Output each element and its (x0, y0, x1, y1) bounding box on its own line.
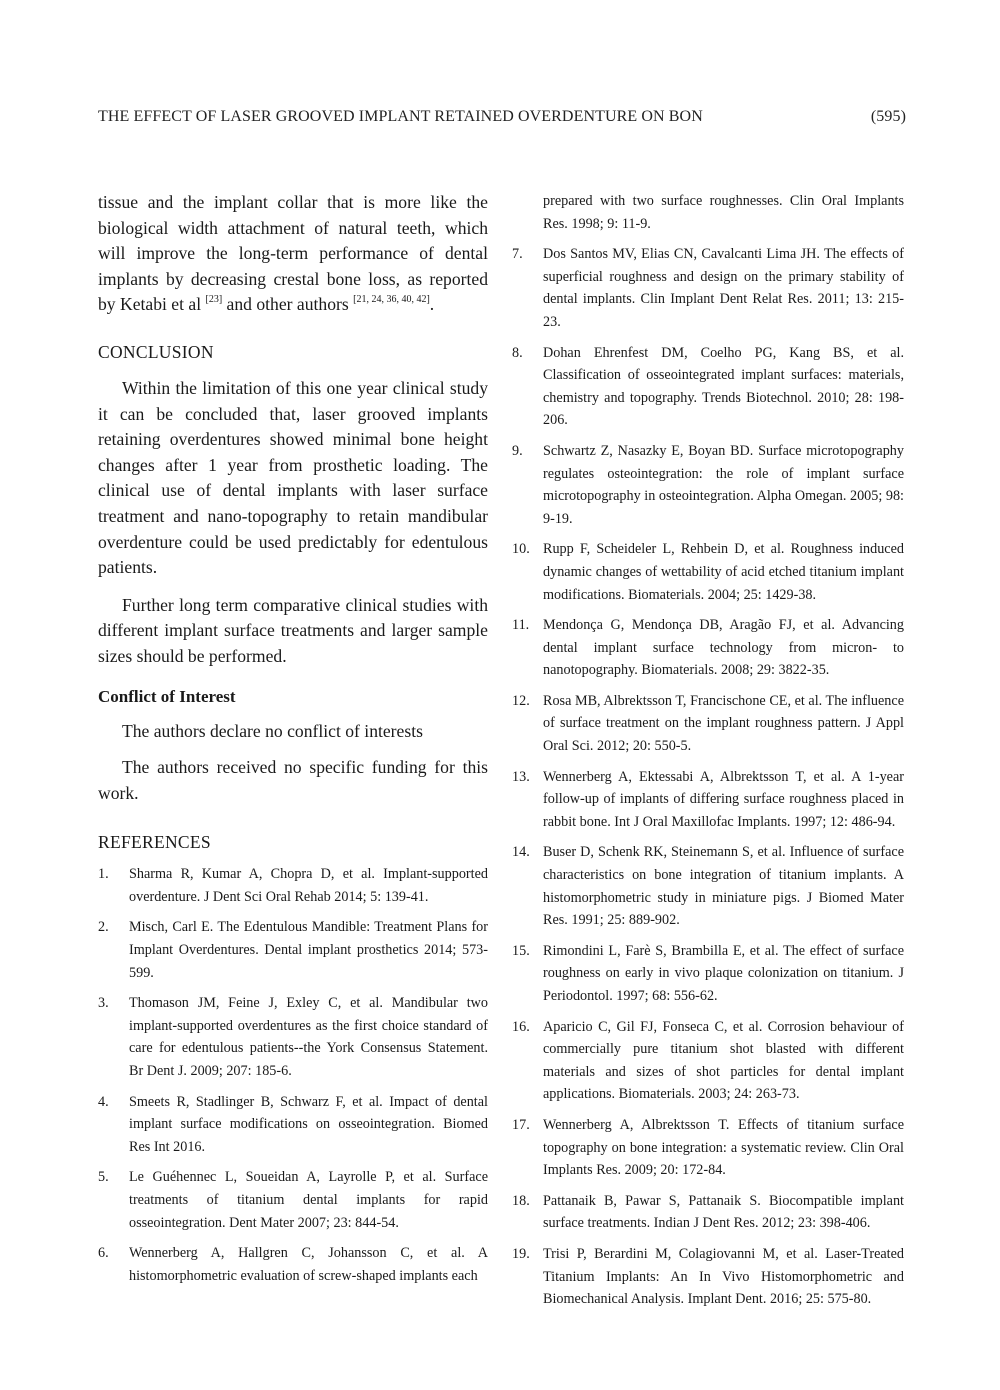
conflict-of-interest-heading: Conflict of Interest (98, 686, 236, 706)
discussion-paragraph (98, 190, 488, 318)
reference-list-continued (512, 190, 904, 1311)
reference-number: 16. (512, 1018, 530, 1035)
reference-number: 6. (98, 1245, 109, 1262)
running-title: THE EFFECT OF LASER GROOVED IMPLANT RETAINED OVERDENTURE ON BON (98, 108, 703, 125)
reference-number: 11. (512, 617, 530, 634)
reference-text: Rosa MB, Albrektsson T, Francischone CE, et al. The influence of surface treatment on the implant roughness pattern. J Appl Oral Sci. 2012; 20: 550-5. (543, 692, 904, 755)
reference-text: Aparicio C, Gil FJ, Fonseca C, et al. Corrosion behaviour of commercially pure titanium shot blasted with different materials and sizes of shot particles for dental implant applications. Biomaterials. 2003; 24: 263-73. (543, 1018, 904, 1103)
reference-text: Trisi P, Berardini M, Colagiovanni M, et al. Laser-Treated Titanium Implants: An In Vivo Histomorphometric and Biomechanical Analysis. Implant Dent. 2016; 25: 575-80. (543, 1245, 904, 1308)
reference-number: 8. (512, 344, 523, 361)
reference-text: Pattanaik B, Pawar S, Pattanaik S. Biocompatible implant surface treatments. Indian J Dent Res. 2012; 23: 398-406. (543, 1192, 904, 1232)
paragraph-text: tissue and the implant collar that is more like the biological width attachment of natural teeth, which will improve the long-term performance of dental implants by decreasing crestal bone loss, as reported by Ketabi et al (98, 192, 488, 315)
paragraph-text: and other authors (222, 294, 354, 315)
reference-item (512, 440, 904, 530)
reference-number: 5. (98, 1169, 109, 1186)
conclusion-paragraph: Further long term comparative clinical studies with different implant surface treatments and larger sample sizes should be performed. (98, 594, 488, 666)
reference-item (512, 1114, 904, 1182)
reference-number: 3. (98, 995, 109, 1012)
page-number: (595) (870, 108, 906, 125)
reference-number: 2. (98, 919, 109, 936)
conflict-paragraph: The authors declare no conflict of interests (122, 720, 423, 741)
reference-item-continuation (512, 190, 904, 235)
reference-text: Misch, Carl E. The Edentulous Mandible: Treatment Plans for Implant Overdentures. Dental implant prosthetics 2014; 573-599. (129, 919, 488, 981)
reference-text: Rupp F, Scheideler L, Rehbein D, et al. Roughness induced dynamic changes of wettability of acid etched titanium implant modifications. Biomaterials. 2004; 25: 1429-38. (543, 541, 904, 603)
reference-item (98, 1091, 488, 1159)
right-column (512, 190, 904, 1319)
reference-item (512, 1016, 904, 1106)
reference-number: 18. (512, 1192, 530, 1209)
references-heading: REFERENCES (98, 832, 211, 853)
reference-item (512, 1243, 904, 1311)
reference-text: Smeets R, Stadlinger B, Schwarz F, et al. Impact of dental implant surface modifications on osseointegration. Biomed Res Int 2016. (129, 1093, 488, 1155)
reference-text: Wennerberg A, Ektessabi A, Albrektsson T, et al. A 1-year follow-up of implants of differing surface roughness placed in rabbit bone. Int J Oral Maxillofac Implants. 1997; 12: 486-94. (543, 768, 904, 830)
reference-text: Wennerberg A, Albrektsson T. Effects of titanium surface topography on bone integration: a systematic review. Clin Oral Implants Res. 2009; 20: 172-84. (543, 1116, 904, 1179)
paragraph-text: . (429, 294, 435, 315)
reference-text: Dos Santos MV, Elias CN, Cavalcanti Lima JH. The effects of superficial roughness and design on the primary stability of dental implants. Clin Implant Dent Relat Res. 2011; 13: 215-23. (543, 246, 904, 330)
reference-text: Wennerberg A, Hallgren C, Johansson C, et al. A histomorphometric evaluation of screw-shaped implants each (129, 1245, 488, 1284)
left-column (98, 190, 488, 1295)
reference-item (512, 538, 904, 606)
reference-item (98, 1242, 488, 1287)
reference-number: 14. (512, 844, 530, 861)
citation-link[interactable]: [23] (205, 293, 223, 305)
reference-number: 13. (512, 768, 530, 785)
reference-number: 4. (98, 1093, 109, 1110)
reference-number: 12. (512, 692, 530, 709)
reference-text: Thomason JM, Feine J, Exley C, et al. Mandibular two implant-supported overdentures as the first choice standard of care for edentulous patients--the York Consensus Statement. Br Dent J. 2009; 207: 185-6. (129, 995, 488, 1080)
reference-number: 19. (512, 1245, 530, 1262)
citation-link[interactable]: [21, 24, 36, 40, 42] (353, 293, 430, 305)
reference-number: 15. (512, 942, 530, 959)
reference-item (98, 916, 488, 984)
conclusion-paragraph: Within the limitation of this one year clinical study it can be concluded that, laser grooved implants retaining overdentures showed minimal bone height changes after 1 year from prosthetic loading. The clinical use of dental implants with laser surface treatment and nano-topography to retain mandibular overdenture could be used predictably for edentulous patients. (98, 377, 488, 578)
reference-number: 1. (98, 866, 109, 883)
reference-item (512, 940, 904, 1008)
reference-number: 7. (512, 246, 523, 263)
reference-item (512, 690, 904, 758)
reference-text: Sharma R, Kumar A, Chopra D, et al. Implant-supported overdenture. J Dent Sci Oral Rehab 2014; 5: 139-41. (129, 866, 488, 905)
reference-item (512, 1190, 904, 1235)
reference-text: Le Guéhennec L, Soueidan A, Layrolle P, et al. Surface treatments of titanium dental implants for rapid osseointegration. Dent Mater 2007; 23: 844-54. (129, 1169, 488, 1231)
reference-item (512, 243, 904, 333)
reference-item (512, 766, 904, 834)
reference-text: Schwartz Z, Nasazky E, Boyan BD. Surface microtopography regulates osteointegration: the role of implant surface microtopography in osteointegration. Alpha Omegan. 2005; 98: 9-19. (543, 442, 904, 527)
reference-text: Rimondini L, Farè S, Brambilla E, et al. The effect of surface roughness on early in vivo plaque colonization on titanium. J Periodontol. 1997; 68: 556-62. (543, 942, 904, 1004)
reference-item (512, 342, 904, 432)
reference-number: 9. (512, 442, 523, 459)
reference-text: Mendonça G, Mendonça DB, Aragão FJ, et al. Advancing dental implant surface technology from micron- to nanotopography. Biomaterials. 2008; 29: 3822-35. (543, 617, 904, 679)
reference-number: 10. (512, 541, 530, 558)
reference-text: prepared with two surface roughnesses. Clin Oral Implants Res. 1998; 9: 11-9. (543, 193, 904, 232)
reference-item (98, 992, 488, 1082)
conclusion-heading: CONCLUSION (98, 341, 214, 362)
reference-number: 17. (512, 1116, 530, 1133)
reference-item (512, 841, 904, 931)
funding-paragraph: The authors received no specific funding for this work. (98, 757, 488, 803)
reference-text: Dohan Ehrenfest DM, Coelho PG, Kang BS, et al. Classification of osseointegrated implant surfaces: materials, chemistry and topography. Trends Biotechnol. 2010; 28: 198-206. (543, 344, 904, 429)
reference-item (98, 1166, 488, 1234)
reference-item (98, 863, 488, 908)
reference-text: Buser D, Schenk RK, Steinemann S, et al. Influence of surface characteristics on bone integration of titanium implants. A histomorphometric study in miniature pigs. J Biomed Mater Res. 1991; 25: 889-902. (543, 844, 904, 929)
reference-list (98, 863, 488, 1287)
reference-item (512, 614, 904, 682)
